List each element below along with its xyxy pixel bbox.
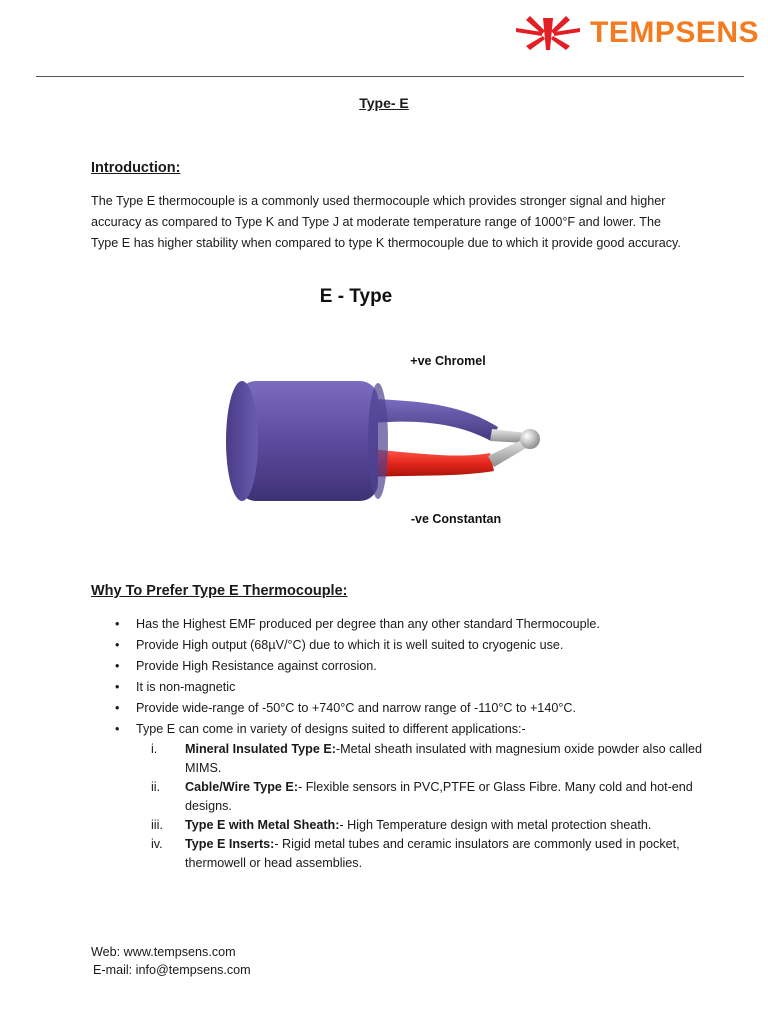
footer-contact [91, 943, 251, 979]
list-item: • It is non-magnetic [115, 677, 715, 698]
brand-name: TEMPSENS [590, 16, 760, 49]
design-number: iii. [151, 818, 163, 832]
footer-website[interactable]: Web: www.tempsens.com [91, 945, 236, 959]
introduction-heading: Introduction: [91, 160, 181, 176]
design-name: Type E Inserts: [185, 837, 275, 851]
designs-intro-text: Type E can come in variety of designs suited to different applications:- [136, 722, 526, 736]
tempsens-logo [512, 14, 760, 54]
thermocouple-sheath [238, 381, 378, 501]
design-name: Type E with Metal Sheath: [185, 818, 340, 832]
positive-wire-chromel [373, 399, 498, 441]
design-variants-list [136, 740, 715, 873]
list-item: • Has the Highest EMF produced per degree than any other standard Thermocouple. [115, 614, 715, 635]
e-type-thermocouple-figure [208, 281, 558, 536]
positive-wire-label: +ve Chromel [410, 354, 486, 368]
tempsens-logo-mark-icon [512, 14, 584, 54]
introduction-text: The Type E thermocouple is a commonly used thermocouple which provides stronger signal and higher accuracy as compared to Type K and Type J at moderate temperature range of 1000°F and lower. The Type E has higher stability when compared to type K thermocouple due to which it provide good accuracy. [91, 194, 681, 250]
design-name: Mineral Insulated Type E: [185, 742, 336, 756]
design-item [136, 835, 715, 873]
design-item [136, 740, 715, 778]
sheath-end-cap [226, 381, 258, 501]
advantages-list [115, 614, 715, 873]
list-item: • Provide wide-range of -50°C to +740°C and narrow range of -110°C to +140°C. [115, 698, 715, 719]
list-item [115, 719, 715, 873]
list-item: • Provide High Resistance against corrosion. [115, 656, 715, 677]
footer-email[interactable]: E-mail: info@tempsens.com [93, 963, 251, 977]
design-number: i. [151, 742, 158, 756]
design-item [136, 778, 715, 816]
design-description: -Metal sheath insulated with magnesium oxide powder also called MIMS. [185, 742, 703, 775]
design-description: - High Temperature design with metal protection sheath. [339, 818, 652, 832]
document-title: Type- E [359, 95, 409, 111]
design-name: Cable/Wire Type E: [185, 780, 299, 794]
design-description: - Flexible sensors in PVC,PTFE or Glass Fibre. Many cold and hot-end designs. [185, 780, 693, 813]
why-prefer-heading: Why To Prefer Type E Thermocouple: [91, 583, 348, 599]
design-item [136, 816, 715, 835]
list-item: • Provide High output (68µV/°C) due to which it is well suited to cryogenic use. [115, 635, 715, 656]
negative-wire-label: -ve Constantan [410, 512, 502, 526]
thermocouple-illustration [208, 281, 558, 536]
sheath-front-face [368, 383, 388, 499]
hot-junction-bead [520, 429, 540, 449]
header-divider [36, 76, 744, 77]
figure-title: E - Type [319, 286, 393, 307]
design-description: - Rigid metal tubes and ceramic insulators are commonly used in pocket, thermowell or head assemblies. [185, 837, 680, 870]
design-number: iv. [151, 837, 163, 851]
design-number: ii. [151, 780, 161, 794]
